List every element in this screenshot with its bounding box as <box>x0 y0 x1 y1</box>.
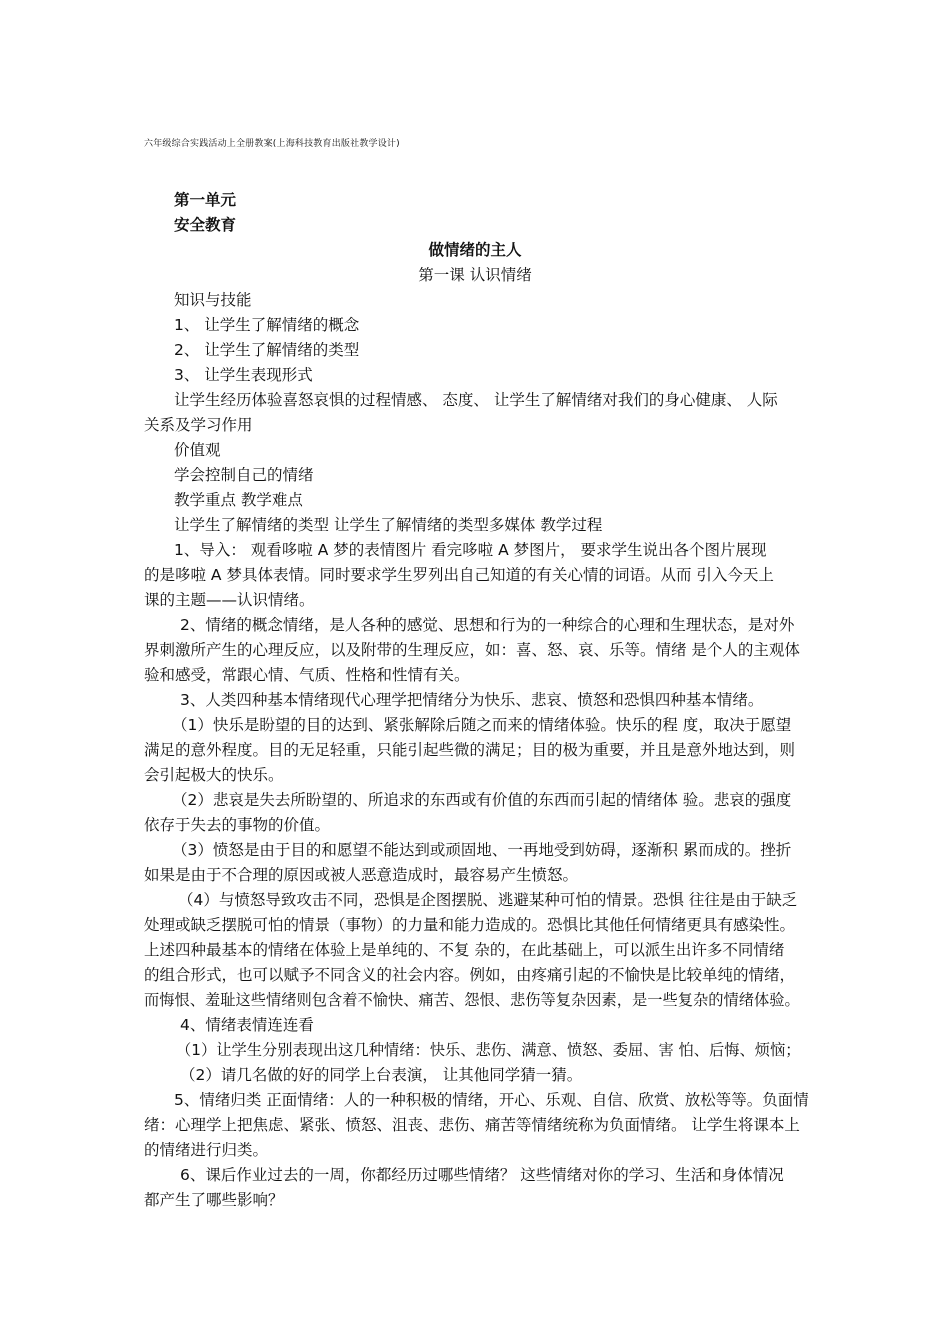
text-line: 学会控制自己的情绪 <box>174 466 314 484</box>
text-line: 价值观 <box>174 441 221 459</box>
text-line: 5、情绪归类 正面情绪：人的一种积极的情绪，开心、乐观、自信、欣赏、放松等等。负面情 <box>174 1091 809 1109</box>
text-line: 课的主题——认识情绪。 <box>144 591 315 609</box>
text-line: （2）请几名做的好的同学上台表演， 让其他同学猜一猜。 <box>180 1066 583 1084</box>
text-line: 6、课后作业过去的一周，你都经历过哪些情绪？ 这些情绪对你的学习、生活和身体情况 <box>180 1166 784 1184</box>
text-line: 上述四种最基本的情绪在体验上是单纯的、不复 杂的，在此基础上，可以派生出许多不同情绪 <box>144 941 785 959</box>
text-line: 教学重点 教学难点 <box>174 491 303 509</box>
text-line: 让学生了解情绪的类型 让学生了解情绪的类型多媒体 教学过程 <box>174 516 603 534</box>
text-line: 而悔恨、羞耻这些情绪则包含着不愉快、痛苦、怨恨、悲伤等复杂因素，是一些复杂的情绪体验。 <box>144 991 800 1009</box>
text-line: 知识与技能 <box>174 291 252 309</box>
text-line: 3、 让学生表现形式 <box>174 366 313 384</box>
text-line: （4）与愤怒导致攻击不同，恐惧是企图摆脱、逃避某种可怕的情景。恐惧 往往是由于缺乏 <box>178 891 798 909</box>
text-line: （3）愤怒是由于目的和愿望不能达到或顽固地、一再地受到妨碍，逐渐积 累而成的。挫折 <box>172 841 792 859</box>
lesson-title: 第一课 认识情绪 <box>418 266 532 284</box>
text-line: 让学生经历体验喜怒哀惧的过程情感、 态度、 让学生了解情绪对我们的身心健康、 人际 <box>174 391 778 409</box>
text-line: 都产生了哪些影响？ <box>144 1191 284 1209</box>
text-line: （2）悲哀是失去所盼望的、所追求的东西或有价值的东西而引起的情绪体 验。悲哀的强度 <box>172 791 792 809</box>
text-line: 依存于失去的事物的价值。 <box>144 816 331 834</box>
text-line: 2、情绪的概念情绪，是人各种的感觉、思想和行为的一种综合的心理和生理状态，是对外 <box>180 616 795 634</box>
text-line: 4、情绪表情连连看 <box>180 1016 314 1034</box>
text-line: （1）让学生分别表现出这几种情绪：快乐、悲伤、满意、愤怒、委屈、害 怕、后悔、烦恼； <box>176 1041 801 1059</box>
text-line: 会引起极大的快乐。 <box>144 766 284 784</box>
text-line: 1、 让学生了解情绪的概念 <box>174 316 360 334</box>
text-line: 界刺激所产生的心理反应，以及附带的生理反应，如：喜、怒、哀、乐等。情绪 是个人的主观体 <box>144 641 800 659</box>
text-line: 绪：心理学上把焦虑、紧张、愤怒、沮丧、悲伤、痛苦等情绪统称为负面情绪。 让学生将课本上 <box>144 1116 800 1134</box>
text-line: 的是哆啦 A 梦具体表情。同时要求学生罗列出自己知道的有关心情的词语。从而 引入今天上 <box>144 566 774 584</box>
text-line: 1、导入： 观看哆啦 A 梦的表情图片 看完哆啦 A 梦图片， 要求学生说出各个图片展现 <box>174 541 767 559</box>
unit-heading: 第一单元 <box>174 191 237 209</box>
text-line: （1）快乐是盼望的目的达到、紧张解除后随之而来的情绪体验。快乐的程 度，取决于愿望 <box>172 716 792 734</box>
text-line: 3、人类四种基本情绪现代心理学把情绪分为快乐、悲哀、愤怒和恐惧四种基本情绪。 <box>180 691 764 709</box>
unit-topic: 安全教育 <box>174 216 237 234</box>
text-line: 关系及学习作用 <box>144 416 253 434</box>
text-line: 2、 让学生了解情绪的类型 <box>174 341 360 359</box>
text-line: 处理或缺乏摆脱可怕的情景（事物）的力量和能力造成的。恐惧比其他任何情绪更具有感染性。 <box>144 916 796 934</box>
section-title: 做情绪的主人 <box>428 241 522 259</box>
document-title: 六年级综合实践活动上全册教案(上海科技教育出版社教学设计) <box>144 139 400 149</box>
text-line: 的组合形式，也可以赋予不同含义的社会内容。例如，由疼痛引起的不愉快是比较单纯的情绪， <box>144 966 796 984</box>
text-line: 如果是由于不合理的原因或被人恶意造成时，最容易产生愤怒。 <box>144 866 579 884</box>
text-line: 满足的意外程度。目的无足轻重，只能引起些微的满足；目的极为重要，并且是意外地达到，则 <box>144 741 796 759</box>
text-line: 验和感受，常跟心情、气质、性格和性情有关。 <box>144 666 470 684</box>
text-line: 的情绪进行归类。 <box>144 1141 269 1159</box>
